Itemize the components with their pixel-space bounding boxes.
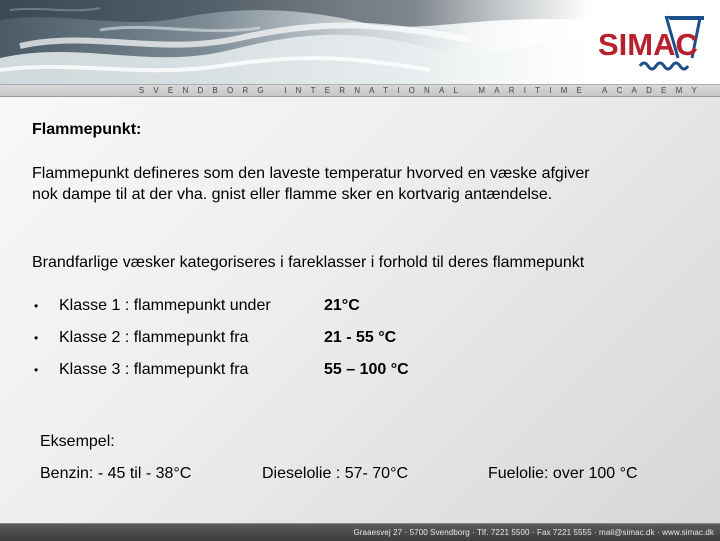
bullet: • — [34, 299, 39, 313]
example-dieselolie: Dieselolie : 57- 70°C — [262, 465, 409, 482]
simac-logo — [596, 14, 706, 78]
bullet: • — [34, 331, 39, 345]
logo-text: SIMAC — [598, 27, 698, 62]
academy-name-bar — [0, 84, 720, 97]
categories-text: Brandfarlige væsker kategoriseres i fareklasser i forhold til deres flammepunkt — [32, 254, 585, 271]
bullet: • — [34, 363, 39, 377]
class-value: 55 – 100 °C — [324, 361, 409, 378]
class-label: Klasse 3 : flammepunkt fra — [59, 361, 249, 378]
class-value: 21°C — [324, 297, 360, 314]
slide-content — [0, 97, 720, 517]
example-title: Eksempel: — [40, 433, 115, 450]
class-label: Klasse 1 : flammepunkt under — [59, 297, 271, 314]
definition-text: Flammepunkt defineres som den laveste temperatur hvorved en væske afgiver nok dampe til at der vha. gnist eller flamme sker en kortvarig antændelse. — [32, 165, 590, 203]
footer-address: Graaesvej 27 · 5700 Svendborg · Tlf. 7221 5500 · Fax 7221 5555 · mail@simac.dk · www.simac.dk — [353, 528, 714, 537]
example-fuelolie: Fuelolie: over 100 °C — [488, 465, 638, 482]
academy-name: SVENDBORG INTERNATIONAL MARITIME ACADEMY — [138, 86, 706, 95]
slide-footer — [0, 523, 720, 541]
example-benzin: Benzin: - 45 til - 38°C — [40, 465, 192, 482]
class-label: Klasse 2 : flammepunkt fra — [59, 329, 249, 346]
slide-header — [0, 0, 720, 97]
ocean-wave-photo — [0, 0, 590, 84]
slide-title: Flammepunkt: — [32, 121, 142, 138]
class-value: 21 - 55 °C — [324, 329, 397, 346]
ocean-wave-image — [0, 0, 590, 84]
